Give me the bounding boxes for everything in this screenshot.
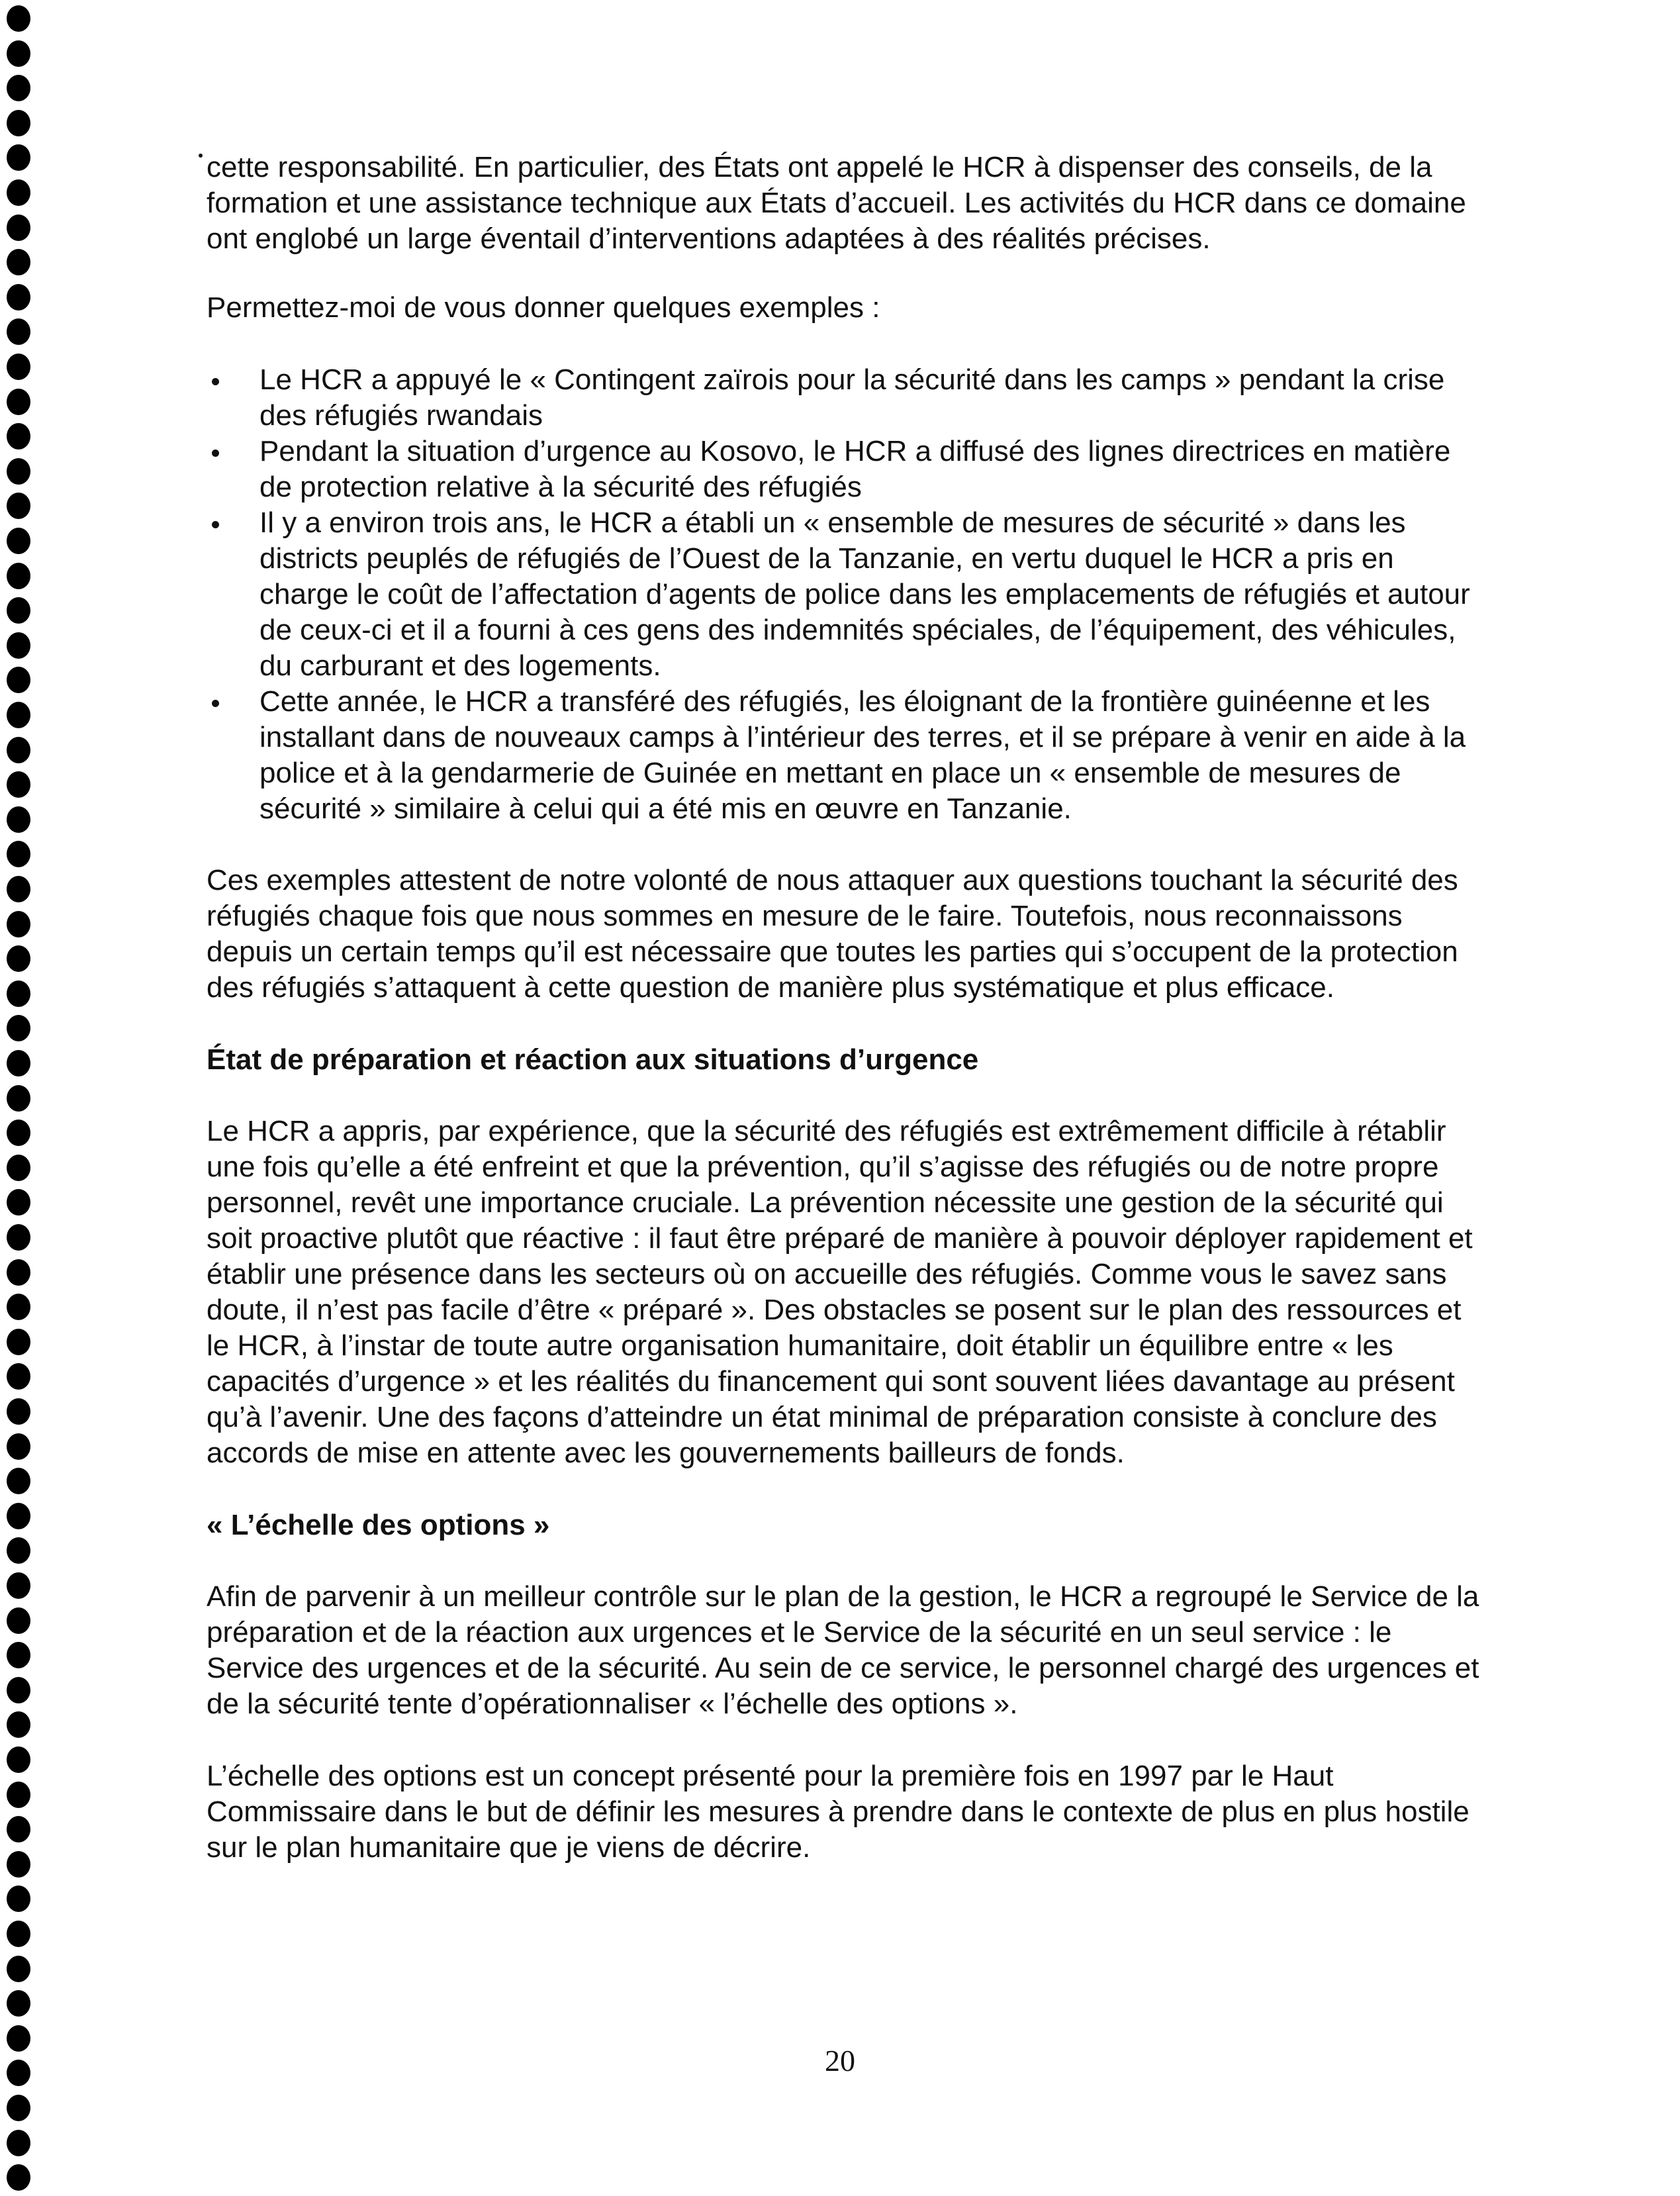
binding-hole bbox=[7, 40, 30, 67]
binding-hole bbox=[7, 1259, 30, 1286]
stray-mark bbox=[199, 154, 203, 158]
binding-hole bbox=[7, 1990, 30, 2017]
binding-hole bbox=[7, 318, 30, 345]
binding-hole bbox=[7, 493, 30, 519]
binding-hole bbox=[7, 945, 30, 972]
binding-hole bbox=[7, 876, 30, 902]
binding-hole bbox=[7, 1816, 30, 1842]
binding-hole bbox=[7, 1572, 30, 1599]
binding-hole bbox=[7, 1468, 30, 1494]
list-item bbox=[207, 362, 1484, 434]
bullet-icon bbox=[212, 450, 219, 457]
binding-holes bbox=[0, 0, 53, 2196]
examples-list bbox=[207, 362, 1484, 827]
binding-hole bbox=[7, 597, 30, 624]
binding-hole bbox=[7, 249, 30, 275]
binding-hole bbox=[7, 1921, 30, 1947]
binding-hole bbox=[7, 1503, 30, 1529]
binding-hole bbox=[7, 2095, 30, 2121]
binding-hole bbox=[7, 1224, 30, 1251]
page-content bbox=[207, 150, 1484, 1866]
binding-hole bbox=[7, 389, 30, 415]
binding-hole bbox=[7, 215, 30, 241]
binding-hole bbox=[7, 980, 30, 1007]
list-item-text: Pendant la situation d’urgence au Kosovo, le HCR a diffusé des lignes directrices en matière de protection relative à la sécurité des réfugiés bbox=[259, 435, 1451, 503]
binding-hole bbox=[7, 2130, 30, 2156]
paragraph-examples-lead: Permettez-moi de vous donner quelques exemples : bbox=[207, 291, 880, 324]
binding-hole bbox=[7, 911, 30, 937]
bullet-icon bbox=[212, 521, 219, 528]
binding-hole bbox=[7, 1677, 30, 1703]
binding-hole bbox=[7, 841, 30, 867]
binding-hole bbox=[7, 1711, 30, 1738]
binding-hole bbox=[7, 1085, 30, 1112]
binding-hole bbox=[7, 110, 30, 136]
binding-hole bbox=[7, 1155, 30, 1181]
binding-hole bbox=[7, 423, 30, 450]
section-heading-ladder: « L’échelle des options » bbox=[207, 1509, 550, 1541]
binding-hole bbox=[7, 75, 30, 101]
paragraph-commitment: Ces exemples attestent de notre volonté de nous attaquer aux questions touchant la sécurité des réfugiés chaque fois que nous sommes en mesure de le faire. Toutefois, nous reconnaissons depuis un certain temps qu’il est nécessaire que toutes les parties qui s’occupent de la protection des réfugiés s’attaquent à cette question de manière plus systématique et plus efficace. bbox=[207, 864, 1458, 1004]
binding-hole bbox=[7, 667, 30, 693]
paragraph-preparedness: Le HCR a appris, par expérience, que la sécurité des réfugiés est extrêmement difficile à rétablir une fois qu’elle a été enfreint et que la prévention, qu’il s’agisse des réfugiés ou de notre propre personnel, revêt une importance cruciale. La prévention nécessite une gestion de la sécurité qui soit proactive plutôt que réactive : il faut être préparé de manière à pouvoir déployer rapidement et établir une présence dans les secteurs où on accueille des réfugiés. Comme vous le savez sans doute, il n’est pas facile d’être « préparé ». Des obstacles se posent sur le plan des ressources et le HCR, à l’instar de toute autre organisation humanitaire, doit établir un équilibre entre « les capacités d’urgence » et les réalités du financement qui sont souvent liées davantage au présent qu’à l’avenir. Une des façons d’atteindre un état minimal de préparation consiste à conclure des accords de mise en attente avec les gouvernements bailleurs de fonds. bbox=[207, 1115, 1473, 1469]
binding-hole bbox=[7, 771, 30, 798]
binding-hole bbox=[7, 284, 30, 310]
section-heading-preparedness: État de préparation et réaction aux situations d’urgence bbox=[207, 1043, 979, 1076]
list-item-text: Le HCR a appuyé le « Contingent zaïrois pour la sécurité dans les camps » pendant la crise des réfugiés rwandais bbox=[259, 363, 1445, 432]
list-item bbox=[207, 434, 1484, 505]
paragraph-ladder-concept: L’échelle des options est un concept présenté pour la première fois en 1997 par le Haut Commissaire dans le but de définir les mesures à prendre dans le contexte de plus en plus hostile sur le plan humanitaire que je viens de décrire. bbox=[207, 1760, 1470, 1864]
binding-hole bbox=[7, 563, 30, 589]
paragraph-intro: cette responsabilité. En particulier, des États ont appelé le HCR à dispenser des conseils, de la formation et une assistance technique aux États d’accueil. Les activités du HCR dans ce domaine ont englobé un large éventail d’interventions adaptées à des réalités précises. bbox=[207, 151, 1466, 255]
binding-hole bbox=[7, 1015, 30, 1041]
binding-hole bbox=[7, 144, 30, 171]
binding-hole bbox=[7, 1746, 30, 1773]
binding-hole bbox=[7, 1956, 30, 1982]
paragraph-management: Afin de parvenir à un meilleur contrôle sur le plan de la gestion, le HCR a regroupé le Service de la préparation et de la réaction aux urgences et le Service de la sécurité en un seul service : le Service des urgences et de la sécurité. Au sein de ce service, le personnel chargé des urgences et de la sécurité tente d’opérationnaliser « l’échelle des options ». bbox=[207, 1580, 1479, 1720]
list-item-text: Cette année, le HCR a transféré des réfugiés, les éloignant de la frontière guinéenne et les installant dans de nouveaux camps à l’intérieur des terres, et il se prépare à venir en aide à la police et à la gendarmerie de Guinée en mettant en place un « ensemble de mesures de sécurité » similaire à celui qui a été mis en œuvre en Tanzanie. bbox=[259, 685, 1466, 825]
list-item bbox=[207, 505, 1484, 684]
page-number: 20 bbox=[825, 2044, 855, 2077]
binding-hole bbox=[7, 1398, 30, 1425]
binding-hole bbox=[7, 179, 30, 206]
binding-hole bbox=[7, 1537, 30, 1564]
binding-hole bbox=[7, 1782, 30, 1808]
binding-hole bbox=[7, 806, 30, 833]
bullet-icon bbox=[212, 700, 219, 707]
binding-hole bbox=[7, 1294, 30, 1320]
binding-hole bbox=[7, 5, 30, 32]
binding-hole bbox=[7, 1329, 30, 1355]
binding-hole bbox=[7, 2164, 30, 2191]
binding-hole bbox=[7, 632, 30, 659]
binding-hole bbox=[7, 528, 30, 554]
binding-hole bbox=[7, 354, 30, 380]
list-item-text: Il y a environ trois ans, le HCR a établi un « ensemble de mesures de sécurité » dans les districts peuplés de réfugiés de l’Ouest de la Tanzanie, en vertu duquel le HCR a pris en charge le coût de l’affectation d’agents de police dans les emplacements de réfugiés et autour de ceux-ci et il a fourni à ces gens des indemnités spéciales, de l’équipement, des véhicules, du carburant et des logements. bbox=[259, 506, 1470, 682]
bullet-icon bbox=[212, 378, 219, 385]
binding-hole bbox=[7, 1120, 30, 1146]
binding-hole bbox=[7, 1050, 30, 1076]
binding-hole bbox=[7, 1851, 30, 1878]
binding-hole bbox=[7, 1886, 30, 1912]
binding-hole bbox=[7, 702, 30, 728]
binding-hole bbox=[7, 458, 30, 485]
binding-hole bbox=[7, 1642, 30, 1668]
binding-hole bbox=[7, 1189, 30, 1216]
binding-hole bbox=[7, 1607, 30, 1634]
list-item bbox=[207, 684, 1484, 827]
binding-hole bbox=[7, 1363, 30, 1390]
binding-hole bbox=[7, 1433, 30, 1460]
binding-hole bbox=[7, 737, 30, 763]
